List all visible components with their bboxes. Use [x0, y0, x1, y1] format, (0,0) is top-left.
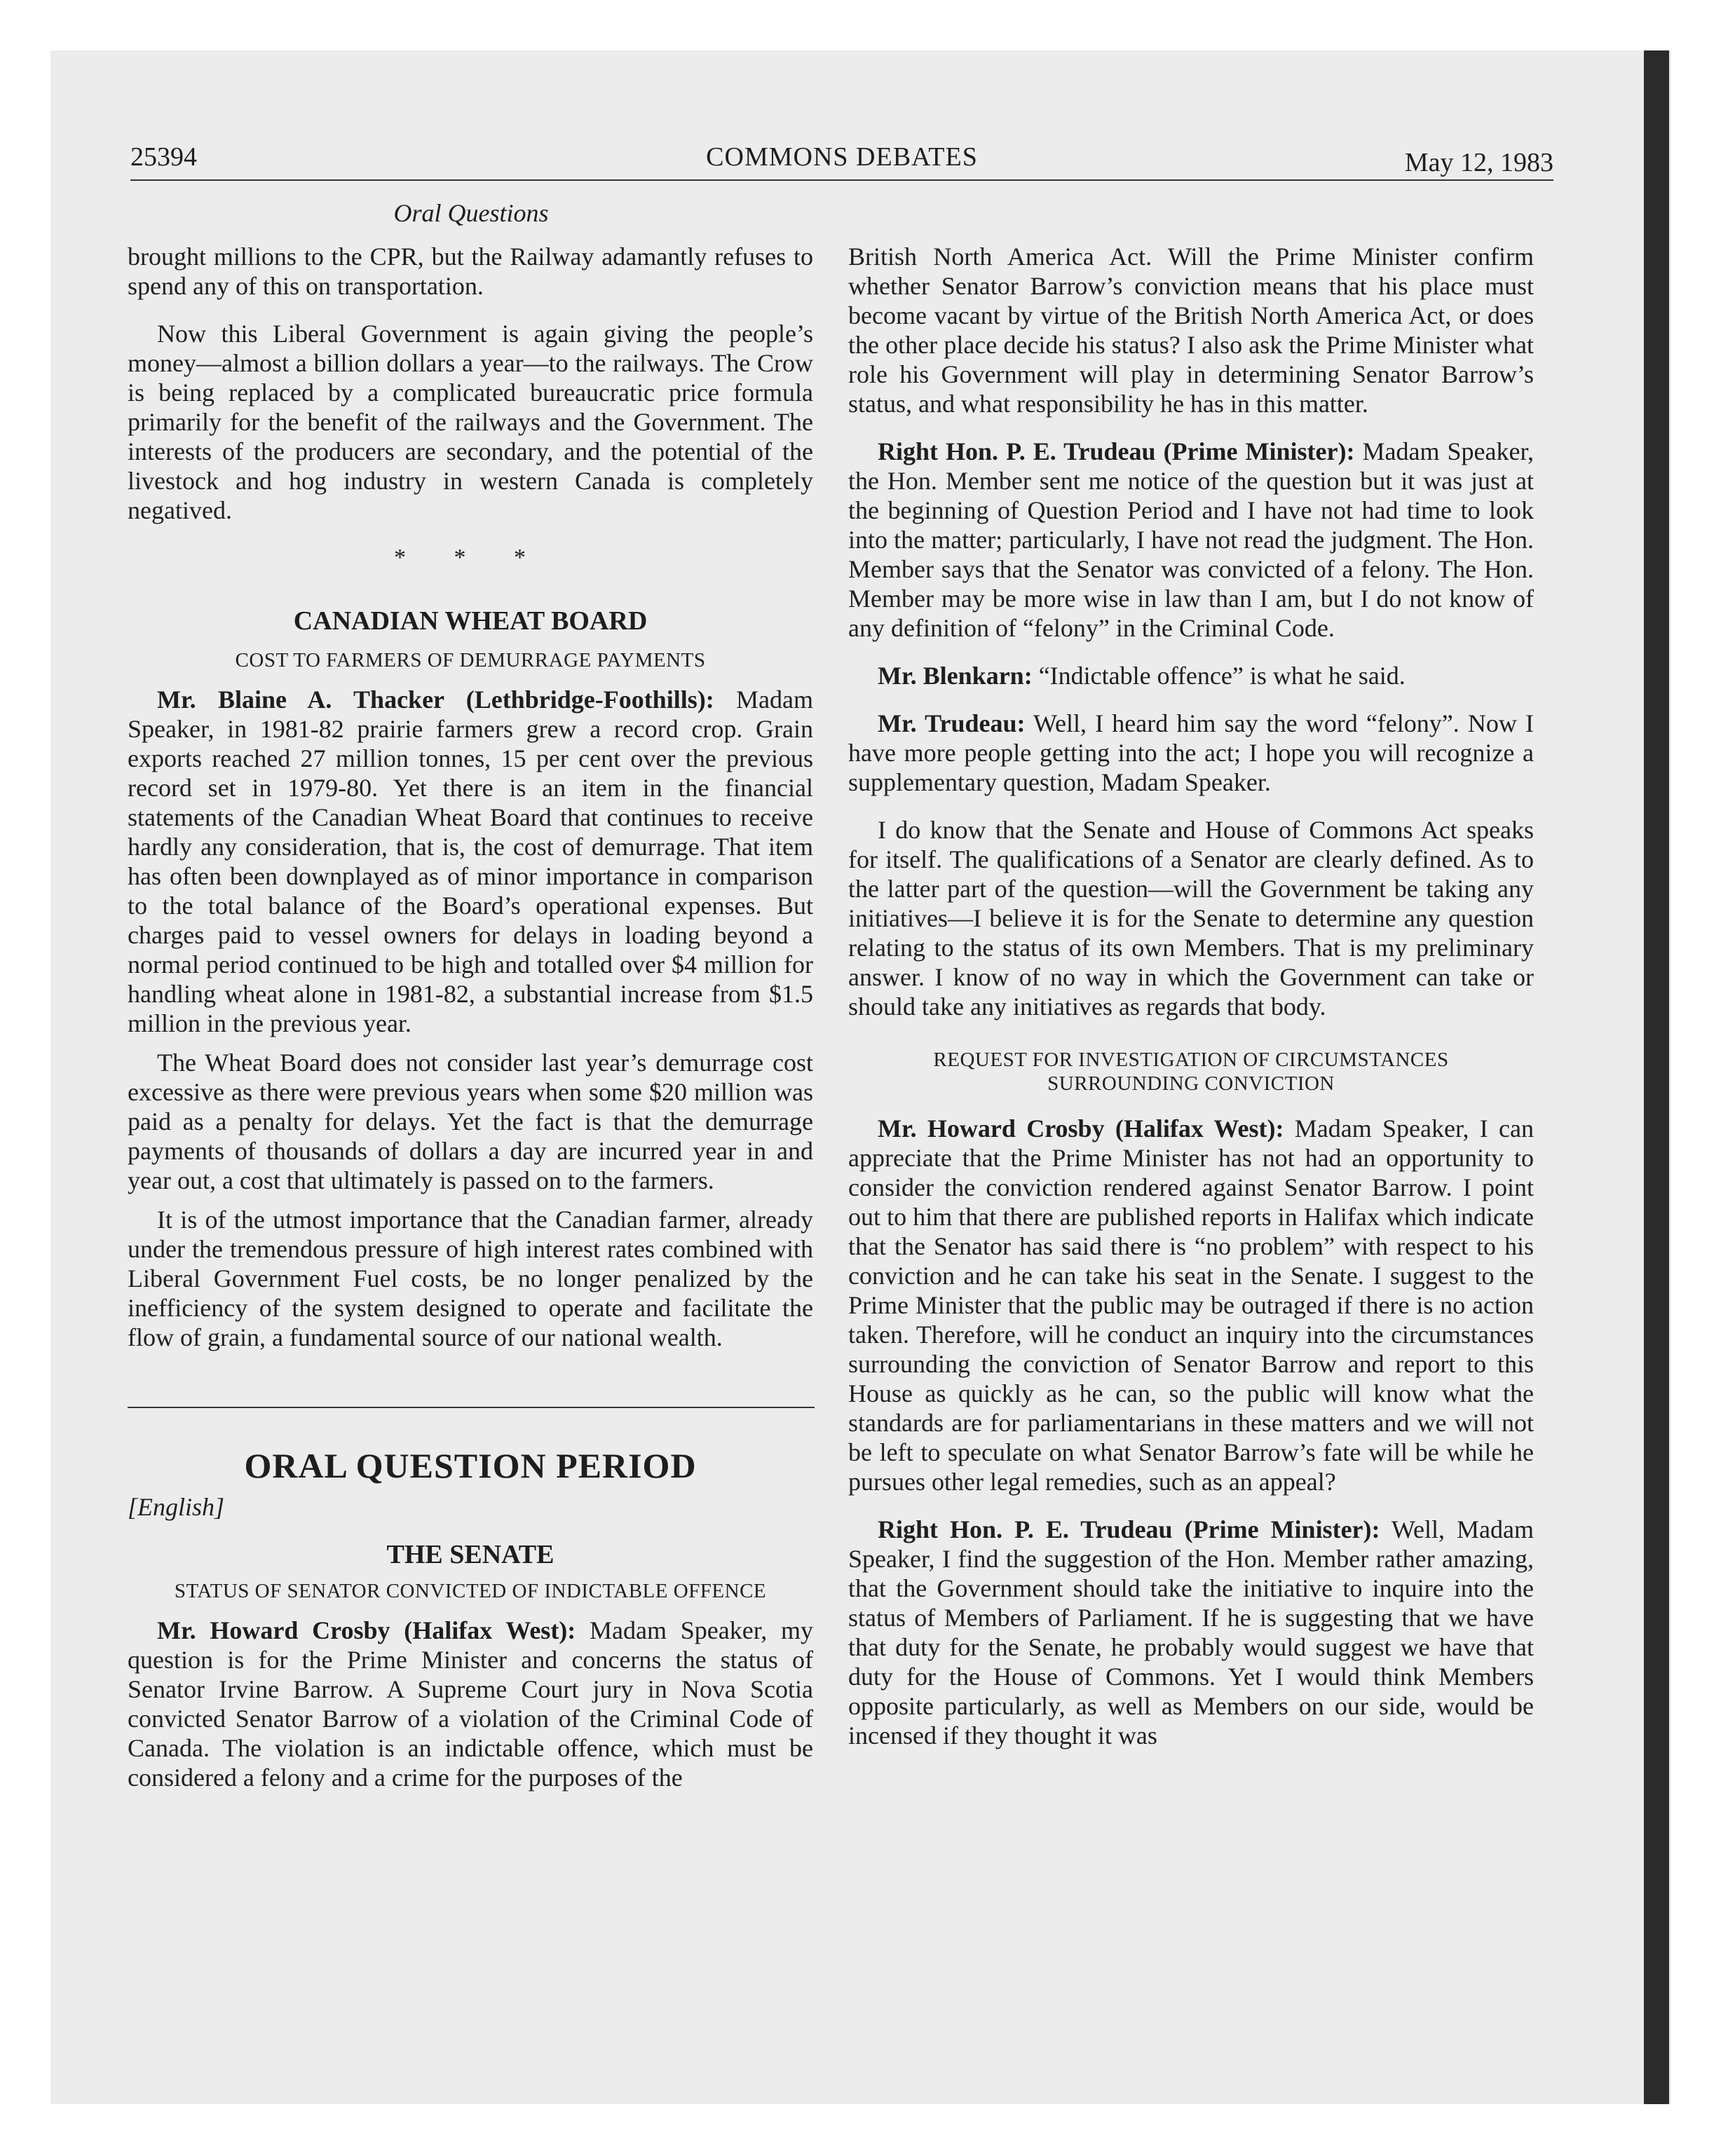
- page-header: [130, 140, 1553, 184]
- speech-paragraph: [848, 661, 1534, 690]
- language-marker: [English]: [128, 1493, 225, 1521]
- speech-paragraph: [848, 437, 1534, 643]
- section-subheading: STATUS OF SENATOR CONVICTED OF INDICTABLE OFFENCE: [174, 1580, 767, 1602]
- page-edge-shadow: [1644, 50, 1669, 2104]
- header-rule: [130, 179, 1553, 181]
- speaker-name: Mr. Blenkarn:: [878, 662, 1033, 690]
- paragraph: brought millions to the CPR, but the Railway adamantly refuses to spend any of this on transportation.: [128, 243, 813, 300]
- speaker-name: Mr. Blaine A. Thacker (Lethbridge-Foothills):: [157, 685, 714, 714]
- section-heading: CANADIAN WHEAT BOARD: [293, 606, 648, 636]
- speech-paragraph: [848, 1114, 1534, 1496]
- speech-text: Well, Madam Speaker, I find the suggestion of the Hon. Member rather amazing, that the Government should take the initiative to inquire into the status of Members of Parliament. If he is suggesting that we have that duty for the Senate, he probably would suggest we have that duty for the House of Commons. Yet I would think Members opposite particularly, as well as Members on our side, would be incensed if they thought it was: [848, 1515, 1534, 1749]
- section-separator: * * *: [394, 545, 547, 571]
- section-subheading: REQUEST FOR INVESTIGATION OF CIRCUMSTANCES SURROUNDING CONVICTION: [933, 1049, 1449, 1095]
- speech-text: Well, I heard him say the word “felony”. Now I have more people getting into the act; I hope you will recognize a supplementary question, Madam Speaker.: [848, 709, 1534, 796]
- speech-text: Madam Speaker, my question is for the Prime Minister and concerns the status of Senator Irvine Barrow. A Supreme Court jury in Nova Scotia convicted Senator Barrow of a violation of the Criminal Code of Canada. The violation is an indictable offence, which must be considered a felony and a crime for the purposes of the: [128, 1616, 814, 1792]
- speech-paragraph: [128, 1616, 813, 1792]
- speech-paragraph: [848, 1515, 1534, 1750]
- speaker-name: Right Hon. P. E. Trudeau (Prime Minister):: [878, 1515, 1380, 1543]
- paragraph: The Wheat Board does not consider last year’s demurrage cost excessive as there were previous years when some $20 million was paid as a penalty for delays. Yet the fact is that the demurrage payments of thousands of dollars a day are incurred year in and year out, a cost that ultimately is passed on to the farmers.: [128, 1049, 813, 1194]
- paragraph: British North America Act. Will the Prime Minister confirm whether Senator Barrow’s conviction means that his place must become vacant by virtue of the British North America Act, or does the other place decide his status? I also ask the Prime Minister what role his Government will play in determining Senator Barrow’s status, and what responsibility he has in this matter.: [848, 243, 1534, 418]
- paragraph: It is of the utmost importance that the Canadian farmer, already under the tremendous pressure of high interest rates combined with Liberal Government Fuel costs, be no longer penalized by the inefficiency of the system designed to operate and facilitate the flow of grain, a fundamental source of our national wealth.: [128, 1206, 813, 1351]
- running-head: Oral Questions: [393, 199, 549, 227]
- speech-text: Madam Speaker, in 1981-82 prairie farmers grew a record crop. Grain exports reached 27 million tonnes, 15 per cent over the previous record set in 1979-80. Yet there is an item in the financial statements of the Canadian Wheat Board that continues to receive hardly any consideration, that is, the cost of demurrage. That item has often been downplayed as of minor importance in comparison to the total balance of the Board’s operational expenses. But charges paid to vessel owners for delays in loading beyond a normal period continued to be high and totalled over $4 million for handling wheat alone in 1981-82, a substantial increase from $1.5 million in the previous year.: [128, 685, 814, 1037]
- section-rule: [128, 1407, 815, 1408]
- speaker-name: Mr. Howard Crosby (Halifax West):: [157, 1616, 576, 1644]
- speech-paragraph: [128, 685, 813, 1038]
- speaker-name: Right Hon. P. E. Trudeau (Prime Minister):: [878, 437, 1355, 465]
- publication-date: May 12, 1983: [1404, 148, 1553, 177]
- page-number: 25394: [130, 142, 197, 172]
- speech-text: Madam Speaker, I can appreciate that the Prime Minister has not had an opportunity to consider the conviction rendered against Senator Barrow. I point out to him that there are published reports in Halifax which indicate that the Senator has said there is “no problem” with respect to his conviction and he can take his seat in the Senate. I suggest to the Prime Minister that the public may be outraged if there is no action taken. Therefore, will he conduct an inquiry into the circumstances surrounding the conviction of Senator Barrow and report to this House as quickly as he can, so the public will know what the standards are for parliamentarians in these matters and we will not be left to speculate on what Senator Barrow’s fate will be while he pursues other legal remedies, such as an appeal?: [848, 1114, 1535, 1496]
- speech-text: Madam Speaker, the Hon. Member sent me notice of the question but it was just at the beginning of Question Period and I have not had time to look into the matter; particularly, I have not read the judgment. The Hon. Member says that the Senator was convicted of a felony. The Hon. Member may be more wise in law than I am, but I do not know of any definition of “felony” in the Criminal Code.: [848, 437, 1534, 642]
- publication-title: COMMONS DEBATES: [706, 142, 978, 172]
- speech-paragraph: [848, 709, 1534, 797]
- left-column: [128, 242, 813, 1810]
- speech-text: “Indictable offence” is what he said.: [1032, 662, 1406, 690]
- major-heading: ORAL QUESTION PERIOD: [244, 1446, 697, 1485]
- section-subheading: COST TO FARMERS OF DEMURRAGE PAYMENTS: [235, 649, 706, 671]
- speaker-name: Mr. Howard Crosby (Halifax West):: [878, 1114, 1284, 1142]
- paragraph: Now this Liberal Government is again giving the people’s money—almost a billion dollars a year—to the railways. The Crow is being replaced by a complicated bureaucratic price formula primarily for the benefit of the railways and the Government. The interests of the producers are secondary, and the potential of the livestock and hog industry in western Canada is completely negatived.: [128, 320, 813, 524]
- right-column: [848, 242, 1534, 1768]
- speaker-name: Mr. Trudeau:: [878, 709, 1026, 737]
- section-heading: THE SENATE: [386, 1540, 554, 1569]
- paragraph: I do know that the Senate and House of Commons Act speaks for itself. The qualifications of a Senator are clearly defined. As to the latter part of the question—will the Government be taking any initiatives—I believe it is for the Senate to determine any question relating to the status of its own Members. That is my preliminary answer. I know of no way in which the Government can take or should take any initiatives as regards that body.: [848, 816, 1534, 1021]
